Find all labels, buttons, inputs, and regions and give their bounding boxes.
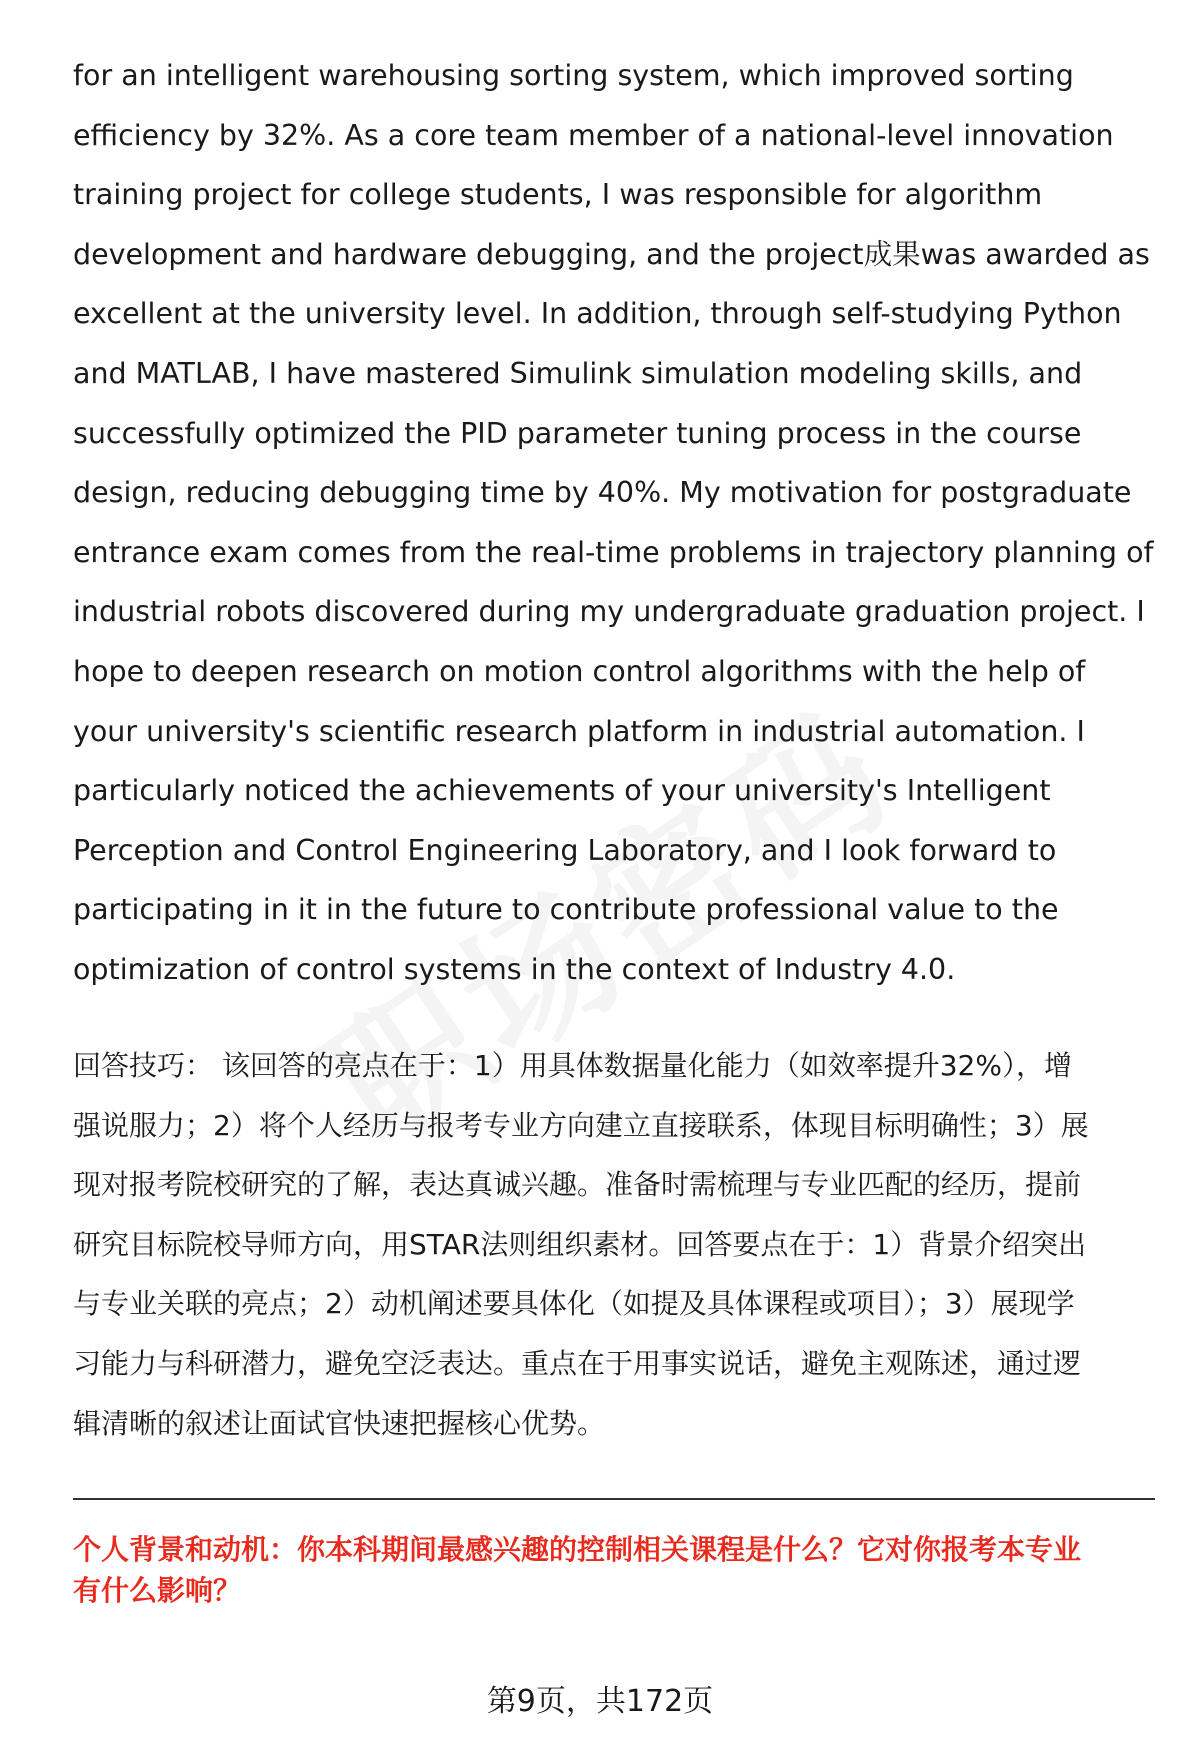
answer-line: training project for college students, I was responsible for algorithm [73,178,1043,212]
question-line: 个人背景和动机：你本科期间最感兴趣的控制相关课程是什么？它对你报考本专业 [73,1533,1082,1566]
answer-line: excellent at the university level. In addition, through self-studying Python [73,297,1122,331]
answer-line: participating in it in the future to contribute professional value to the [73,893,1059,927]
tips-line: 回答技巧： 该回答的亮点在于：1）用具体数据量化能力（如效率提升32%），增 [73,1049,1072,1082]
page-number: 第9页，共172页 [486,1684,714,1719]
answer-line: particularly noticed the achievements of your university's Intelligent [73,774,1051,808]
tips-line: 现对报考院校研究的了解，表达真诚兴趣。准备时需梳理与专业匹配的经历，提前 [73,1168,1082,1202]
tips-line: 与专业关联的亮点；2）动机阐述要具体化（如提及具体课程或项目）；3）展现学 [73,1287,1075,1321]
tips-line: 强说服力；2）将个人经历与报考专业方向建立直接联系，体现目标明确性；3）展 [73,1108,1089,1142]
tips-line: 研究目标院校导师方向，用STAR法则组织素材。回答要点在于：1）背景介绍突出 [73,1227,1087,1261]
answer-line: for an intelligent warehousing sorting system, which improved sorting [73,59,1074,92]
answer-line: and MATLAB, I have mastered Simulink simulation modeling skills, and [73,356,1083,390]
section-divider [73,1498,1155,1500]
tips-line: 习能力与科研潜力，避免空泛表达。重点在于用事实说话，避免主观陈述，通过逻 [73,1346,1082,1380]
answer-line: efficiency by 32%. As a core team member of a national-level innovation [73,118,1114,152]
answer-line: industrial robots discovered during my undergraduate graduation project. I [73,595,1145,629]
answer-line: Perception and Control Engineering Laboratory, and I look forward to [73,833,1057,867]
answer-line: design, reducing debugging time by 40%. My motivation for postgraduate [73,476,1132,510]
question-line: 有什么影响？ [73,1574,242,1607]
answer-line: development and hardware debugging, and the project成果was awarded as [73,237,1150,271]
answer-line: successfully optimized the PID parameter tuning process in the course [73,416,1082,450]
answer-line: entrance exam comes from the real-time problems in trajectory planning of [73,535,1154,569]
answer-line: hope to deepen research on motion control algorithms with the help of [73,654,1086,688]
answer-paragraph [73,46,1153,1000]
answer-line: your university's scientific research platform in industrial automation. I [73,714,1085,748]
answer-tips-paragraph [73,1036,1153,1453]
question-heading [73,1529,1163,1611]
answer-line: optimization of control systems in the context of Industry 4.0. [73,952,956,986]
tips-line: 辑清晰的叙述让面试官快速把握核心优势。 [73,1406,606,1440]
